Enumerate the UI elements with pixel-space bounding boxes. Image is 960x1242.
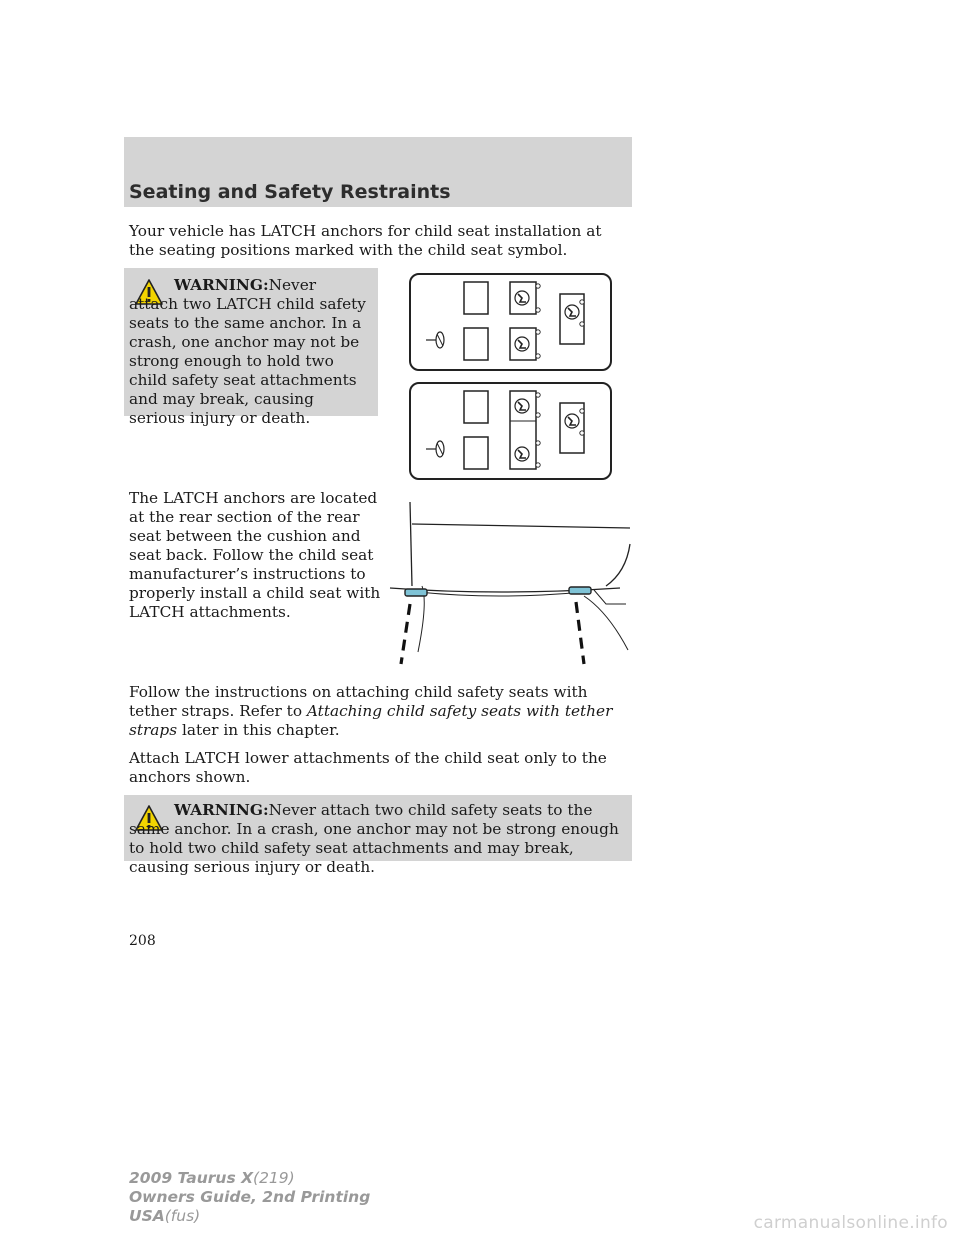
warning-1-body: Never attach two LATCH child safety seats to the same anchor. In a crash, one anchor may not be strong enough to hold two child safety seat attachments and may break, causing serious injury or death. xyxy=(129,276,366,427)
latch-anchor-marker xyxy=(405,589,427,596)
footer xyxy=(129,1169,370,1226)
warning-2-lead: WARNING: xyxy=(174,801,269,819)
section-title: Seating and Safety Restraints xyxy=(129,181,451,203)
child-seat-symbol xyxy=(510,282,540,314)
watermark: carmanualsonline.info xyxy=(753,1213,948,1233)
tether-reference-link[interactable]: Attaching child safety seats with tether straps xyxy=(129,702,613,739)
pointer-arrow xyxy=(576,602,584,664)
pointer-arrow xyxy=(401,604,410,664)
footer-guide: Owners Guide, 2nd Printing xyxy=(129,1188,371,1206)
child-seat-symbol xyxy=(560,403,584,453)
warning-1-lead: WARNING: xyxy=(174,276,269,294)
warning-2-text xyxy=(129,801,627,877)
latch-anchor-marker xyxy=(569,587,591,594)
page-number: 208 xyxy=(129,933,156,949)
footer-market: USA xyxy=(129,1207,165,1225)
intro-paragraph: Your vehicle has LATCH anchors for child seat installation at the seating positions marked with the child seat symbol. xyxy=(129,222,602,259)
lower-attach-paragraph: Attach LATCH lower attachments of the child seat only to the anchors shown. xyxy=(129,749,607,786)
tether-suffix: later in this chapter. xyxy=(177,721,340,739)
footer-market-code: (fus) xyxy=(164,1207,201,1225)
warning-2-body: Never attach two child safety seats to the same anchor. In a crash, one anchor may not be strong enough to hold two child safety seat attachments and may break, causing serious injury or death. xyxy=(129,801,619,876)
latch-anchor-illustration xyxy=(388,492,632,670)
tether-paragraph xyxy=(129,683,634,740)
seat-diagram-top xyxy=(408,272,613,372)
footer-model: 2009 Taurus X xyxy=(129,1169,254,1187)
tether-prefix: Follow the instructions on attaching child safety seats with tether straps. Refer to xyxy=(129,683,588,720)
child-seat-symbol xyxy=(560,294,584,344)
location-paragraph: The LATCH anchors are located at the rear section of the rear seat between the cushion and seat back. Follow the child seat manufacturer’s instructions to properly install a child seat with LATCH attachments. xyxy=(129,489,381,621)
footer-model-code: (219) xyxy=(253,1169,295,1187)
seat-diagram-bottom xyxy=(408,381,613,481)
warning-1-text xyxy=(129,276,369,428)
child-seat-symbol xyxy=(510,328,540,360)
